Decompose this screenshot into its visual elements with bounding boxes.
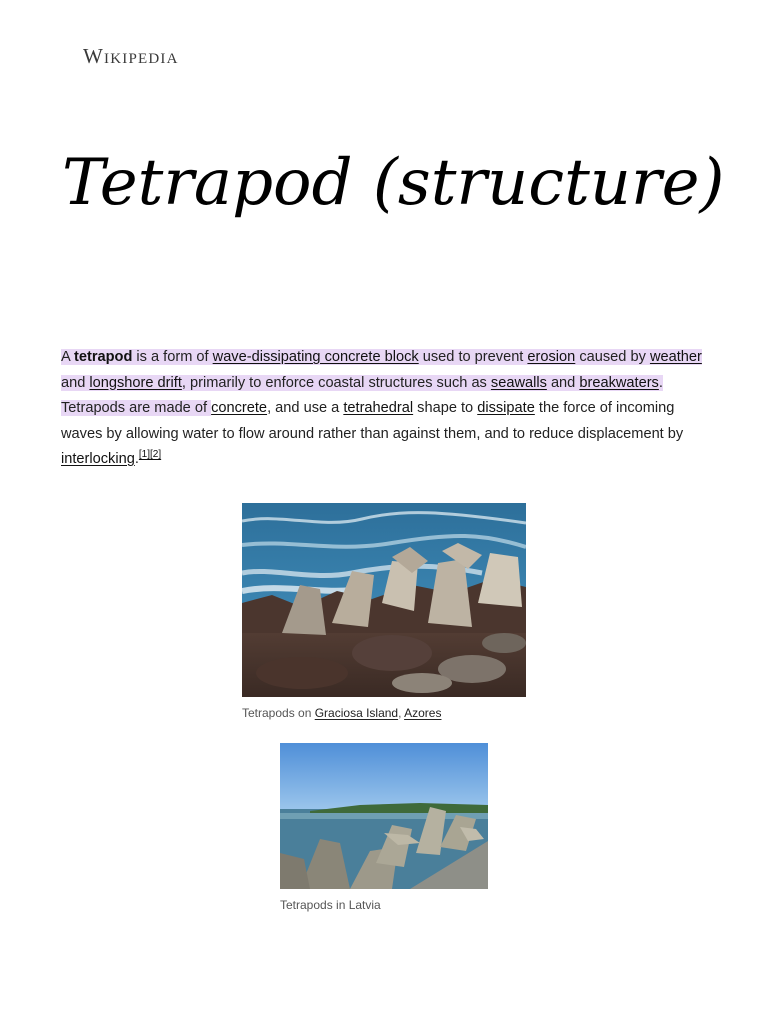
- link-longshore-drift[interactable]: longshore drift: [89, 374, 182, 391]
- page-title: Tetrapod (structure): [62, 146, 725, 220]
- link-dissipate[interactable]: dissipate: [477, 400, 535, 416]
- link-weather[interactable]: weather: [649, 349, 702, 365]
- link-graciosa-island[interactable]: Graciosa Island: [314, 706, 399, 720]
- link-tetrahedral[interactable]: tetrahedral: [343, 400, 414, 416]
- link-seawalls[interactable]: seawalls: [490, 374, 547, 391]
- link-wave-dissipating-concrete-block[interactable]: wave-dissipating concrete block: [212, 349, 419, 365]
- figure-latvia: [280, 743, 488, 912]
- figure-graciosa: [242, 503, 526, 720]
- lead-text: .: [134, 451, 139, 467]
- citation-1[interactable]: [1]: [138, 449, 151, 461]
- lead-text: the force of incoming waves by allowing water to flow around rather than against them, and to reduce displacement by: [61, 400, 684, 442]
- link-breakwaters[interactable]: breakwaters: [579, 374, 659, 391]
- citation-2[interactable]: [2]: [150, 449, 162, 461]
- link-azores[interactable]: Azores: [404, 706, 442, 720]
- link-erosion[interactable]: erosion: [527, 349, 576, 365]
- tetrapods-graciosa-photo[interactable]: [242, 503, 526, 697]
- figure-caption: [242, 706, 526, 720]
- lead-text: shape to: [413, 400, 478, 416]
- lead-text: , and use a: [267, 400, 344, 416]
- wikipedia-wordmark[interactable]: Wikipedia: [83, 44, 179, 68]
- lead-text: . Tetrapods are made of: [61, 374, 663, 416]
- figure-caption: Tetrapods in Latvia: [280, 898, 381, 912]
- bold-term-tetrapod: tetrapod: [73, 349, 133, 365]
- lead-text: A: [61, 349, 74, 365]
- lead-text: and: [61, 374, 90, 391]
- link-interlocking[interactable]: interlocking: [61, 451, 135, 467]
- lead-text: , primarily to enforce coastal structures such as: [181, 374, 491, 391]
- tetrapods-latvia-photo[interactable]: [280, 743, 488, 889]
- citation-refs: [139, 449, 161, 460]
- link-concrete[interactable]: concrete: [211, 400, 268, 416]
- lead-text: is a form of: [132, 349, 213, 365]
- caption-separator: ,: [398, 706, 405, 720]
- lead-text: used to prevent: [418, 349, 528, 365]
- lead-paragraph: [61, 345, 709, 473]
- caption-text: Tetrapods on: [242, 706, 315, 720]
- lead-text: and: [546, 374, 580, 391]
- lead-text: caused by: [575, 349, 650, 365]
